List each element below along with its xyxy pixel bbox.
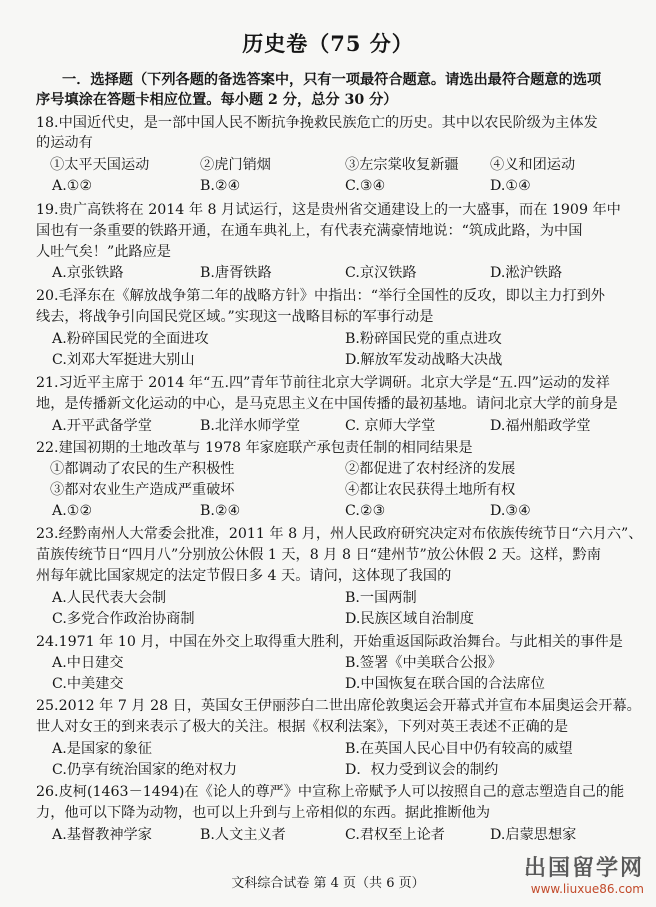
q21-option-c: C. 京师大学堂 bbox=[345, 418, 436, 434]
q22-option-b: B.②④ bbox=[200, 503, 241, 519]
q21-stem-cont: 地，是传播新文化运动的中心，是马克思主义在中国传播的最初基地。请问北京大学的前身是 bbox=[36, 396, 618, 412]
q18-stem: 18.中国近代史，是一部中国人民不断抗争挽救民族危亡的历史。其中以农民阶级为主体发 bbox=[36, 115, 598, 131]
q19-option-a: A.京张铁路 bbox=[52, 265, 124, 281]
q24-stem: 24.1971 年 10 月，中国在外交上取得重大胜利，开始重返国际政治舞台。与此相关的事件是 bbox=[36, 634, 623, 650]
q20-stem: 20.毛泽东在《解放战争第二年的战略方针》中指出：“举行全国性的反攻，即以主力打到外 bbox=[36, 288, 605, 304]
q20-option-d: D.解放军发动战略大决战 bbox=[345, 352, 503, 368]
q25-option-d: D．权力受到议会的制约 bbox=[345, 762, 499, 778]
q18-item-1: ①太平天国运动 bbox=[50, 157, 150, 173]
q25-stem-cont: 世人对女王的到来表示了极大的关注。根据《权利法案》，下列对英王表述不正确的是 bbox=[36, 719, 569, 735]
q23-option-c: C.多党合作政治协商制 bbox=[52, 611, 195, 627]
page-title: 历史卷（75 分） bbox=[242, 31, 414, 56]
q20-option-a: A.粉碎国民党的全面进攻 bbox=[52, 331, 209, 347]
q21-option-d: D.福州船政学堂 bbox=[490, 418, 591, 434]
section-heading: 一．选择题（下列各题的备选答案中，只有一项最符合题意。请选出最符合题意的选项 bbox=[62, 72, 602, 88]
q18-item-4: ④义和团运动 bbox=[490, 157, 576, 173]
q18-item-3: ③左宗棠收复新疆 bbox=[345, 157, 459, 173]
q24-option-c: C.中美建交 bbox=[52, 676, 124, 692]
q23-option-a: A.人民代表大会制 bbox=[52, 590, 167, 606]
q25-option-c: C.仍享有统治国家的绝对权力 bbox=[52, 762, 238, 778]
q19-option-b: B.唐胥铁路 bbox=[200, 265, 272, 281]
q24-option-d: D.中国恢复在联合国的合法席位 bbox=[345, 676, 545, 692]
q26-option-b: B.人文主义者 bbox=[200, 827, 286, 843]
q18-stem-cont: 的运动有 bbox=[36, 135, 93, 151]
q21-option-a: A.开平武备学堂 bbox=[52, 418, 152, 434]
watermark-site-url: www.liuxue86.com bbox=[530, 882, 644, 896]
q18-option-d: D.①④ bbox=[490, 178, 531, 194]
site-watermark bbox=[484, 856, 644, 896]
q21-option-b: B.北洋水师学堂 bbox=[200, 418, 301, 434]
q20-option-b: B.粉碎国民党的重点进攻 bbox=[345, 331, 502, 347]
q26-option-a: A.基督教神学家 bbox=[52, 827, 152, 843]
q19-stem-cont2: 人吐气矣！”此路应是 bbox=[36, 244, 171, 260]
q22-item-2: ②都促进了农村经济的发展 bbox=[345, 461, 516, 477]
q22-item-1: ①都调动了农民的生产积极性 bbox=[50, 461, 235, 477]
section-heading-cont: 序号填涂在答题卡相应位置。每小题 2 分，总分 30 分） bbox=[36, 92, 398, 108]
q22-item-3: ③都对农业生产造成严重破坏 bbox=[50, 482, 235, 498]
q18-option-b: B.②④ bbox=[200, 178, 241, 194]
q26-option-c: C.君权至上论者 bbox=[345, 827, 445, 843]
q22-item-4: ④都让农民获得土地所有权 bbox=[345, 482, 516, 498]
q22-option-c: C.②③ bbox=[345, 503, 386, 519]
q23-stem: 23.经黔南州人大常委会批准，2011 年 8 月，州人民政府研究决定对布依族传统节日“六月六”、 bbox=[36, 526, 643, 542]
q18-item-2: ②虎门销烟 bbox=[200, 157, 271, 173]
watermark-site-name: 出国留学网 bbox=[523, 856, 644, 881]
q26-stem: 26.皮柯(1463－1494)在《论人的尊严》中宣称上帝赋予人可以按照自己的意志塑造自己的能 bbox=[36, 784, 625, 800]
q19-stem: 19.贵广高铁将在 2014 年 8 月试运行，这是贵州省交通建设上的一大盛事，而在 1909 年中 bbox=[36, 202, 621, 218]
q19-option-d: D.淞沪铁路 bbox=[490, 265, 563, 281]
q25-stem: 25.2012 年 7 月 28 日，英国女王伊丽莎白二世出席伦敦奥运会开幕式并宣布本届奥运会开幕。 bbox=[36, 698, 641, 714]
q25-option-b: B.在英国人民心目中仍有较高的威望 bbox=[345, 741, 573, 757]
q21-stem: 21.习近平主席于 2014 年“五.四”青年节前往北京大学调研。北京大学是“五.四”运动的发祥 bbox=[36, 375, 610, 391]
q22-option-a: A.①② bbox=[52, 503, 93, 519]
q25-option-a: A.是国家的象征 bbox=[52, 741, 152, 757]
q18-option-a: A.①② bbox=[52, 178, 93, 194]
q19-stem-cont: 国也有一条重要的铁路开通，在通车典礼上，有代表充满豪情地说：“筑成此路，为中国 bbox=[36, 223, 583, 239]
q23-stem-cont2: 州每年就比国家规定的法定节假日多 4 天。请问，这体现了我国的 bbox=[36, 568, 452, 584]
q24-option-a: A.中日建交 bbox=[52, 655, 124, 671]
q20-stem-cont: 线去，将战争引向国民党区域。”实现这一战略目标的军事行动是 bbox=[36, 309, 434, 325]
q24-option-b: B.签署《中美联合公报》 bbox=[345, 655, 502, 671]
q22-stem: 22.建国初期的土地改革与 1978 年家庭联产承包责任制的相同结果是 bbox=[36, 440, 473, 456]
page-footer: 文科综合试卷 第 4 页（共 6 页） bbox=[231, 876, 425, 891]
q20-option-c: C.刘邓大军挺进大别山 bbox=[52, 352, 195, 368]
q18-option-c: C.③④ bbox=[345, 178, 386, 194]
q23-stem-cont: 苗族传统节日“四月八”分别放公休假 1 天，8 月 8 日“建州节”放公休假 2 天。这样，黔南 bbox=[36, 547, 601, 563]
q22-option-d: D.③④ bbox=[490, 503, 531, 519]
q26-stem-cont: 力，他可以下降为动物，也可以上升到与上帝相似的东西。据此推断他为 bbox=[36, 805, 491, 821]
q19-option-c: C.京汉铁路 bbox=[345, 265, 417, 281]
q26-option-d: D.启蒙思想家 bbox=[490, 827, 577, 843]
q23-option-d: D.民族区域自治制度 bbox=[345, 611, 474, 627]
q23-option-b: B.一国两制 bbox=[345, 590, 417, 606]
